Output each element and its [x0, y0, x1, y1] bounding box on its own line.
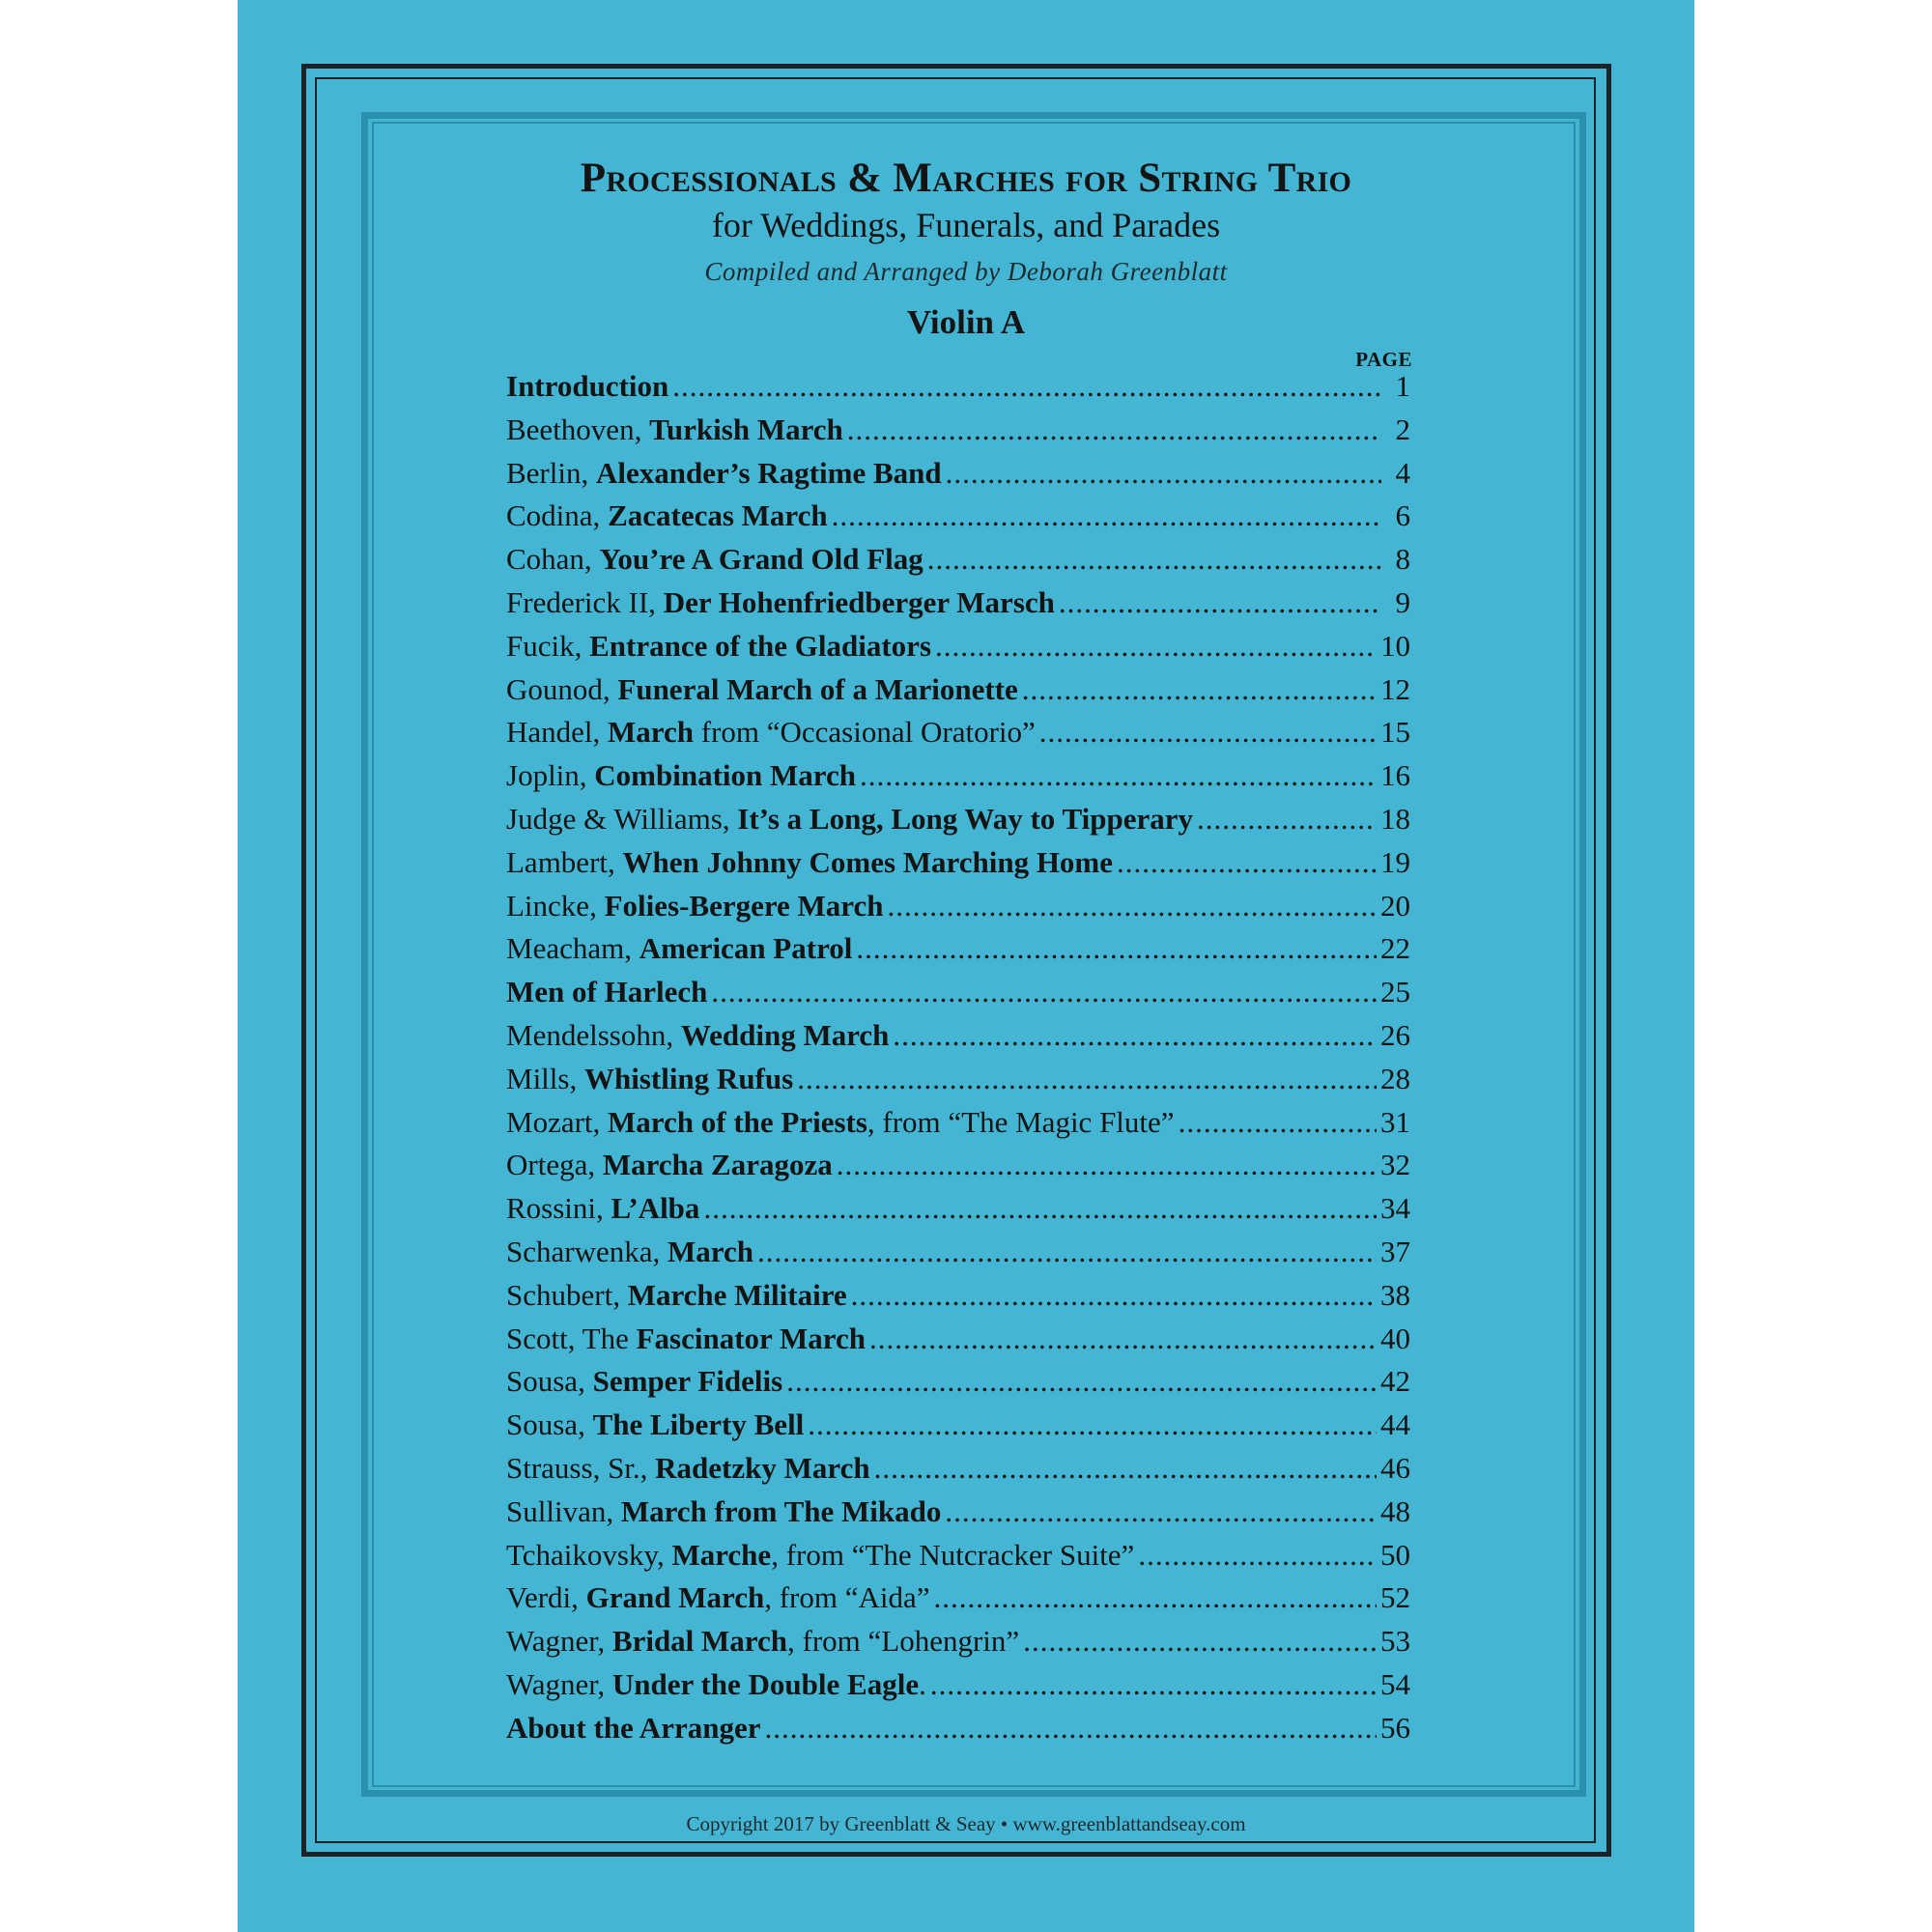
- toc-entry-title: [506, 1105, 1175, 1140]
- toc-entry-piece: Folies-Bergere March: [604, 888, 884, 923]
- toc-entry-page: 54: [1380, 1666, 1410, 1701]
- toc-entry-composer: Gounod,: [506, 671, 618, 706]
- toc-entry: [506, 1235, 1410, 1278]
- dot-leader: [893, 1018, 1377, 1053]
- toc-entry: [506, 1105, 1410, 1149]
- toc-entry: [506, 1191, 1410, 1235]
- toc-entry-title: [506, 542, 923, 577]
- toc-entry-title: [506, 369, 668, 404]
- toc-entry-note: from “Occasional Oratorio”: [694, 715, 1036, 750]
- toc-entry: [506, 802, 1410, 845]
- toc-entry-title: [506, 412, 843, 447]
- toc-entry-title: [506, 585, 1055, 620]
- toc-entry-title: [506, 758, 856, 793]
- dot-leader: [930, 1667, 1377, 1702]
- table-of-contents: [506, 369, 1410, 1754]
- toc-entry-composer: Fucik,: [506, 628, 590, 663]
- toc-entry-composer: Sullivan,: [506, 1493, 621, 1528]
- dot-leader: [927, 542, 1381, 577]
- toc-entry-composer: Berlin,: [506, 455, 596, 490]
- toc-entry-piece: American Patrol: [639, 931, 853, 966]
- toc-entry: [506, 889, 1410, 932]
- toc-entry: [506, 715, 1410, 758]
- toc-entry-page: 6: [1395, 498, 1410, 533]
- toc-entry-composer: Beethoven,: [506, 412, 650, 446]
- toc-entry-page: 10: [1380, 628, 1410, 663]
- toc-entry-composer: Rossini,: [506, 1191, 611, 1226]
- toc-entry-composer: Frederick II,: [506, 584, 664, 619]
- dot-leader: [1039, 715, 1377, 750]
- book-title: Processionals & Marches for String Trio: [580, 156, 1352, 201]
- dot-leader: [945, 1494, 1377, 1529]
- toc-entry-piece: About the Arranger: [506, 1710, 761, 1745]
- toc-entry-note: , from “The Nutcracker Suite”: [771, 1537, 1135, 1572]
- toc-entry: [506, 1667, 1410, 1711]
- toc-entry-piece: Alexander’s Ragtime Band: [596, 455, 942, 490]
- dot-leader: [888, 889, 1377, 923]
- toc-entry-composer: Meacham,: [506, 931, 639, 966]
- toc-entry-page: 19: [1380, 844, 1410, 879]
- toc-entry: [506, 931, 1410, 975]
- toc-entry: [506, 542, 1410, 585]
- dot-leader: [935, 629, 1377, 664]
- toc-entry-piece: Entrance of the Gladiators: [589, 628, 932, 663]
- toc-entry-composer: Scott, The: [506, 1321, 637, 1355]
- dot-leader: [1022, 672, 1377, 707]
- toc-entry-page: 12: [1380, 671, 1410, 706]
- toc-entry-page: 4: [1395, 455, 1410, 490]
- toc-entry: [506, 845, 1410, 889]
- toc-entry-piece: Radetzky March: [655, 1450, 870, 1485]
- toc-entry-title: [506, 1364, 782, 1399]
- toc-entry-page: 32: [1380, 1148, 1410, 1182]
- toc-entry-title: [506, 1018, 889, 1053]
- toc-entry-piece: Marcha Zaragoza: [602, 1148, 833, 1182]
- toc-entry-page: 40: [1380, 1321, 1410, 1355]
- toc-entry-piece: When Johnny Comes Marching Home: [622, 844, 1114, 879]
- toc-entry-composer: Lambert,: [506, 844, 623, 879]
- toc-entry: [506, 585, 1410, 629]
- toc-entry-page: 25: [1380, 975, 1410, 1009]
- dot-leader: [808, 1407, 1377, 1442]
- toc-entry: [506, 1451, 1410, 1494]
- toc-entry-title: [506, 1538, 1134, 1573]
- toc-entry-title: [506, 715, 1036, 750]
- toc-entry-composer: Cohan,: [506, 542, 600, 577]
- toc-entry-title: [506, 975, 707, 1009]
- toc-entry-page: 2: [1395, 412, 1410, 446]
- toc-entry-title: [506, 845, 1113, 880]
- toc-entry-piece: Semper Fidelis: [592, 1364, 783, 1399]
- toc-entry-title: [506, 802, 1193, 837]
- dot-leader: [797, 1062, 1377, 1096]
- dot-leader: [711, 975, 1377, 1009]
- toc-entry-composer: Lincke,: [506, 888, 605, 923]
- toc-entry-page: 8: [1395, 542, 1410, 577]
- toc-entry: [506, 1148, 1410, 1191]
- dot-leader: [851, 1278, 1377, 1313]
- page-column-label: PAGE: [1355, 348, 1412, 371]
- toc-entry-note: , from “Lohengrin”: [787, 1624, 1020, 1659]
- toc-entry-composer: Sousa,: [506, 1364, 593, 1399]
- toc-entry-title: [506, 1451, 870, 1486]
- toc-entry-composer: Judge & Williams,: [506, 801, 738, 836]
- dot-leader: [837, 1148, 1377, 1182]
- dot-leader: [1197, 802, 1377, 837]
- toc-entry-composer: Sousa,: [506, 1407, 593, 1442]
- toc-entry: [506, 1624, 1410, 1667]
- toc-entry-page: 34: [1380, 1191, 1410, 1226]
- dot-leader: [1179, 1105, 1377, 1140]
- toc-entry-title: [506, 1191, 699, 1226]
- dot-leader: [860, 758, 1377, 793]
- toc-entry: [506, 1321, 1410, 1365]
- toc-entry-composer: Mozart,: [506, 1104, 609, 1139]
- toc-entry-composer: Tchaikovsky,: [506, 1537, 672, 1572]
- toc-entry-piece: March: [608, 715, 694, 750]
- toc-entry-composer: Strauss, Sr.,: [506, 1450, 656, 1485]
- toc-entry: [506, 456, 1410, 499]
- book-subtitle: for Weddings, Funerals, and Parades: [711, 206, 1221, 244]
- toc-entry-page: 26: [1380, 1017, 1410, 1052]
- toc-entry-composer: Codina,: [506, 498, 609, 533]
- toc-entry-page: 28: [1380, 1061, 1410, 1095]
- toc-entry-title: [506, 889, 884, 923]
- toc-entry-piece: Fascinator March: [636, 1321, 866, 1355]
- toc-entry-piece: Under the Double Eagle: [611, 1666, 920, 1701]
- toc-entry-title: [506, 1321, 866, 1356]
- dot-leader: [1059, 585, 1381, 620]
- toc-entry-piece: Der Hohenfriedberger Marsch: [663, 584, 1055, 619]
- toc-entry-page: 44: [1380, 1407, 1410, 1442]
- toc-entry-page: 1: [1395, 369, 1410, 403]
- toc-entry-page: 50: [1380, 1537, 1410, 1572]
- toc-entry-piece: Introduction: [506, 369, 669, 403]
- toc-entry-composer: Ortega,: [506, 1148, 603, 1182]
- toc-entry-title: [506, 456, 942, 491]
- toc-entry-page: 38: [1380, 1277, 1410, 1312]
- dot-leader: [869, 1321, 1377, 1356]
- toc-entry: [506, 1062, 1410, 1105]
- toc-entry: [506, 369, 1410, 412]
- toc-entry-page: 15: [1380, 715, 1410, 750]
- toc-entry-piece: The Liberty Bell: [592, 1407, 805, 1442]
- toc-entry-title: [506, 1624, 1019, 1659]
- toc-entry-composer: Verdi,: [506, 1580, 586, 1615]
- toc-entry-piece: Men of Harlech: [506, 975, 708, 1009]
- toc-entry: [506, 1407, 1410, 1451]
- toc-entry-piece: You’re A Grand Old Flag: [599, 542, 923, 577]
- toc-entry: [506, 1494, 1410, 1538]
- toc-entry: [506, 498, 1410, 542]
- toc-entry-piece: Marche: [671, 1537, 772, 1572]
- toc-entry-piece: Combination March: [594, 758, 856, 793]
- toc-entry-composer: Mendelssohn,: [506, 1017, 681, 1052]
- toc-entry-composer: Mills,: [506, 1061, 584, 1095]
- dot-leader: [874, 1451, 1377, 1486]
- toc-entry-title: [506, 498, 828, 533]
- toc-entry: [506, 412, 1410, 456]
- toc-entry-composer: Handel,: [506, 715, 609, 750]
- toc-entry-composer: Joplin,: [506, 758, 595, 793]
- toc-entry: [506, 1711, 1410, 1754]
- toc-entry-piece: It’s a Long, Long Way to Tipperary: [737, 801, 1193, 836]
- toc-entry-title: [506, 1494, 941, 1529]
- dot-leader: [934, 1580, 1377, 1615]
- toc-entry-note: .: [919, 1666, 926, 1701]
- dot-leader: [703, 1191, 1377, 1226]
- toc-entry: [506, 1278, 1410, 1321]
- toc-entry-page: 31: [1380, 1104, 1410, 1139]
- toc-entry-page: 22: [1380, 931, 1410, 966]
- toc-entry: [506, 1018, 1410, 1062]
- toc-entry-page: 42: [1380, 1364, 1410, 1399]
- toc-entry: [506, 1364, 1410, 1407]
- toc-entry-page: 37: [1380, 1234, 1410, 1268]
- dot-leader: [672, 369, 1381, 404]
- toc-entry-title: [506, 1062, 793, 1096]
- toc-entry: [506, 629, 1410, 672]
- toc-entry-piece: Bridal March: [611, 1624, 788, 1659]
- toc-entry-piece: L’Alba: [611, 1191, 700, 1226]
- toc-entry-title: [506, 931, 852, 966]
- toc-entry-piece: Grand March: [585, 1580, 765, 1615]
- toc-entry-piece: Zacatecas March: [608, 498, 828, 533]
- toc-entry-piece: March: [668, 1234, 753, 1268]
- toc-entry-piece: March from The Mikado: [620, 1493, 942, 1528]
- toc-entry-page: 48: [1380, 1493, 1410, 1528]
- toc-entry-composer: Scharwenka,: [506, 1234, 668, 1268]
- arranger-credit: Compiled and Arranged by Deborah Greenblatt: [704, 257, 1228, 286]
- toc-entry-page: 53: [1380, 1624, 1410, 1659]
- toc-entry-title: [506, 1148, 833, 1182]
- dot-leader: [856, 931, 1377, 966]
- toc-entry-note: , from “The Magic Flute”: [867, 1104, 1175, 1139]
- toc-entry-page: 56: [1380, 1710, 1410, 1745]
- toc-entry-note: , from “Aida”: [764, 1580, 930, 1615]
- dot-leader: [1023, 1624, 1377, 1659]
- toc-entry-title: [506, 1667, 926, 1702]
- toc-entry-title: [506, 629, 931, 664]
- toc-entry-title: [506, 1580, 930, 1615]
- dot-leader: [946, 456, 1381, 491]
- copyright-notice: Copyright 2017 by Greenblatt & Seay • www.greenblattandseay.com: [686, 1812, 1246, 1835]
- toc-entry-page: 16: [1380, 758, 1410, 793]
- dot-leader: [847, 412, 1381, 447]
- dot-leader: [1138, 1538, 1377, 1573]
- toc-entry-composer: Schubert,: [506, 1277, 628, 1312]
- toc-entry-composer: Wagner,: [506, 1666, 612, 1701]
- dot-leader: [832, 498, 1381, 533]
- toc-entry: [506, 758, 1410, 802]
- toc-entry-page: 52: [1380, 1580, 1410, 1615]
- toc-entry-page: 46: [1380, 1450, 1410, 1485]
- toc-entry-title: [506, 672, 1018, 707]
- toc-entry-title: [506, 1278, 847, 1313]
- toc-entry: [506, 1580, 1410, 1624]
- toc-entry-piece: March of the Priests: [608, 1104, 867, 1139]
- toc-entry-title: [506, 1407, 804, 1442]
- toc-entry-title: [506, 1711, 760, 1746]
- toc-entry-composer: Wagner,: [506, 1624, 612, 1659]
- toc-entry-piece: Marche Militaire: [627, 1277, 847, 1312]
- toc-entry-title: [506, 1235, 753, 1269]
- toc-entry-piece: Whistling Rufus: [583, 1061, 794, 1095]
- toc-entry-page: 18: [1380, 801, 1410, 836]
- dot-leader: [764, 1711, 1377, 1746]
- dot-leader: [786, 1364, 1377, 1399]
- toc-entry-page: 9: [1395, 584, 1410, 619]
- part-name: Violin A: [906, 303, 1026, 341]
- toc-entry: [506, 975, 1410, 1018]
- toc-entry: [506, 672, 1410, 716]
- dot-leader: [757, 1235, 1377, 1269]
- toc-entry-piece: Funeral March of a Marionette: [617, 671, 1018, 706]
- toc-entry-page: 20: [1380, 888, 1410, 923]
- toc-entry-piece: Wedding March: [680, 1017, 890, 1052]
- toc-entry: [506, 1538, 1410, 1581]
- dot-leader: [1117, 845, 1377, 880]
- toc-entry-piece: Turkish March: [649, 412, 843, 446]
